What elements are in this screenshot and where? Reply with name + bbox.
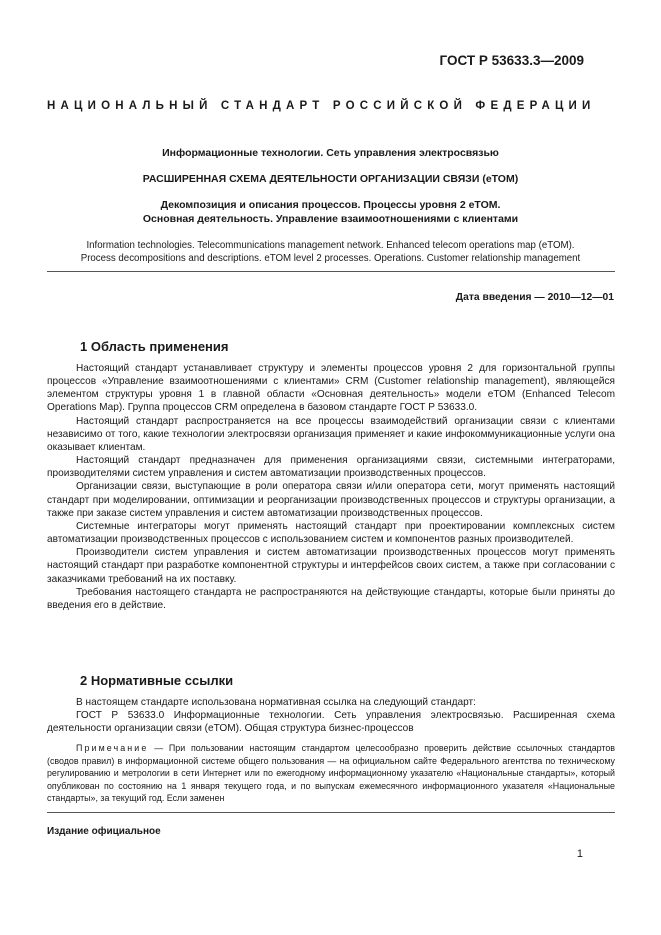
title-subtitle (40, 199, 621, 226)
paragraph: Системные интеграторы могут применять настоящий стандарт при проектировании комплексных систем автоматизации производственных процессов с использованием систем и компонентов разных производителей. (47, 520, 615, 546)
note-text: — При пользовании настоящим стандартом целесообразно проверить действие ссылочных стандартов (сводов правил) в информационной системе общего пользования — на официальном сайте Федерального агентства по техническому регулированию и метрологии в сети Интернет или по ежегодному информационному указателю «Национальные стандарты», который опубликован по состоянию на 1 января текущего года, и по выпускам ежемесячного информационного указателя «Национальные стандарты», за текущий год. Если заменен (47, 743, 615, 804)
paragraph: Настоящий стандарт распространяется на все процессы взаимодействий организации связи с клиентами независимо от того, какие технологии электросвязи организация применяет и какие инфокоммуникационные услуги она оказывает клиентам. (47, 415, 615, 453)
title-line-2: РАСШИРЕННАЯ СХЕМА ДЕЯТЕЛЬНОСТИ ОРГАНИЗАЦИИ СВЯЗИ (еТОМ) (142, 173, 519, 185)
footer-divider (47, 812, 615, 813)
title-line-1: Информационные технологии. Сеть управления электросвязью (162, 147, 499, 159)
section-2-body (47, 696, 615, 735)
paragraph: ГОСТ Р 53633.0 Информационные технологии. Сеть управления электросвязью. Расширенная схема деятельности организации связи (еТОМ). Общая структура бизнес-процессов (47, 710, 615, 735)
paragraph: Организации связи, выступающие в роли оператора связи и/или оператора сети, могут применять настоящий стандарт при моделировании, оптимизации и реорганизации производственных процессов и структуры организации, а также при заказе систем управления и систем автоматизации производственных процессов. (47, 481, 615, 519)
title-line-3: Декомпозиция и описания процессов. Процессы уровня 2 еТОМ. (160, 199, 501, 211)
paragraph: Производители систем управления и систем автоматизации производственных процессов могут применять настоящий стандарт при разработке компонентной структуры и интерфейсов своих систем, а также при согласовании с заказчиками требований на их поставку. (47, 547, 615, 585)
note-label: Примечание (76, 743, 149, 753)
section-1-body (47, 362, 615, 612)
title-line-4: Основная деятельность. Управление взаимоотношениями с клиентами (142, 212, 519, 225)
paragraph: Настоящий стандарт устанавливает структуру и элементы процессов уровня 2 для горизонтальной группы процессов «Управление взаимоотношениями с клиентами» CRM (Customer relationship management), являющейся элементом структуры уровня 1 в главной области «Основная деятельность» модели еТОМ (Enhanced Telecom Operations Map). Группа процессов CRM определена в базовом стандарте ГОСТ Р 53633.0. (47, 363, 615, 414)
edition-label: Издание официальное (47, 826, 161, 837)
english-title-line-2: Process decompositions and descriptions. eTOM level 2 processes. Operations. Customer relationship management (80, 252, 581, 264)
section-1-heading: 1 Область применения (80, 339, 229, 354)
paragraph: В настоящем стандарте использована нормативная ссылка на следующий стандарт: (76, 697, 476, 708)
national-standard-banner: НАЦИОНАЛЬНЫЙ СТАНДАРТ РОССИЙСКОЙ ФЕДЕРАЦИИ (47, 100, 596, 112)
section-2-heading: 2 Нормативные ссылки (80, 673, 234, 688)
english-title (40, 240, 621, 265)
paragraph: Требования настоящего стандарта не распространяются на действующие стандарты, которые были приняты до введения его в действие. (47, 586, 615, 611)
page-number: 1 (576, 848, 583, 860)
header-divider (47, 271, 615, 272)
note (47, 742, 615, 805)
paragraph: Настоящий стандарт предназначен для применения организациями связи, системными интеграторами, производителями систем управления и систем автоматизации производственных процессов. (47, 455, 615, 480)
english-title-line-1: Information technologies. Telecommunications management network. Enhanced telecom operations map (eTOM). (86, 240, 575, 251)
introduction-date: Дата введения — 2010—12—01 (455, 292, 614, 303)
standard-designation: ГОСТ Р 53633.3—2009 (439, 53, 584, 68)
